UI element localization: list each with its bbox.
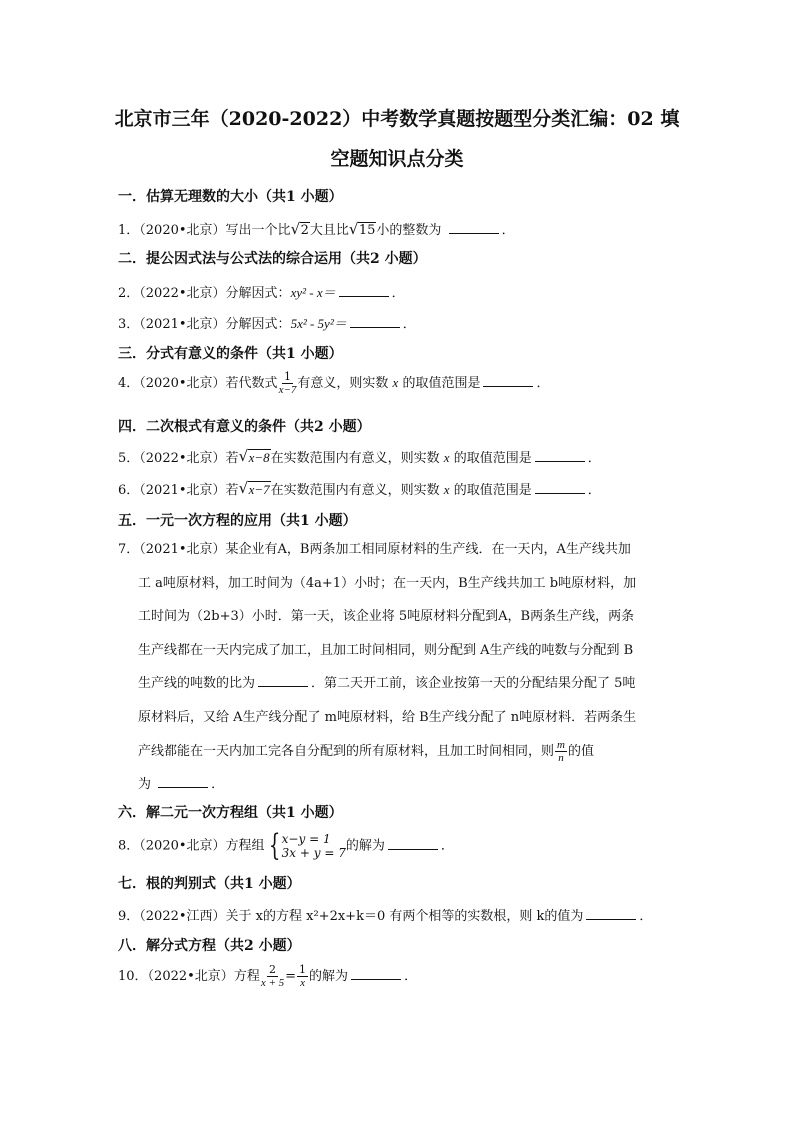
fraction: $\frac{2}{x + 5}$ — [260, 963, 285, 989]
question-3: 3．（2021•北京）分解因式：5x² - 5y²＝ ． — [118, 316, 416, 332]
page-title-line1: 北京市三年（2020-2022）中考数学真题按题型分类汇编：02 填 — [114, 108, 680, 130]
answer-blank[interactable] — [339, 284, 389, 297]
page-title-line2: 空题知识点分类 — [330, 148, 464, 170]
section-heading: 三．分式有意义的条件（共1 小题） — [118, 346, 343, 362]
section-heading: 六．解二元一次方程组（共1 小题） — [118, 805, 343, 821]
sqrt-symbol: √ x−7 — [238, 479, 270, 497]
answer-blank[interactable] — [535, 449, 585, 462]
question-7: 7．（2021•北京）某企业有A，B两条加工相同原材料的生产线．在一天内，A生产线共加 工 a吨原材料，加工时间为（4a+1）小时；在一天内，B生产线共加工 b吨原材料，加 工时间为（2b+3）小时．第一天，该企业将 5吨原材料分配到A，B两条生产线，两条 生产线都在一天内完成了加工，且加工时间相同，则分配到 A生产线的吨数与分配到 B 生产线的吨数的比为 ．第二天开工前，该企业按第一天的分配结果分配了 5吨 原材料后，又给 A生产线分配了 m吨原材料，给 B生产线分配了 n吨原材料．若两条生 产线都能在一天内加工完各自分配到的所有原材料，且加工时间相同，则 $\frac{m}{n}$ 的值 为 ． — [118, 542, 637, 793]
question-1: 1．（2020•北京）写出一个比 √ 2大且比 √ 15小的整数为 ． — [118, 220, 515, 238]
answer-blank[interactable] — [449, 221, 499, 234]
section-heading: 八．解分式方程（共2 小题） — [118, 938, 301, 954]
question-4: 4．（2020•北京）若代数式 $\frac{1}{x-7}$ 有意义，则实数 x 的取值范围是 ． — [118, 370, 550, 396]
answer-blank[interactable] — [535, 481, 585, 494]
section-heading: 一．估算无理数的大小（共1 小题） — [118, 189, 343, 205]
answer-blank[interactable] — [483, 374, 533, 387]
question-8: 8．（2020•北京）方程组 { x−y = 1 3x + y = 7 的解为 ． — [118, 828, 454, 863]
question-5: 5．（2022•北京）若 √ x−8在实数范围内有意义，则实数 x 的取值范围是 ． — [118, 447, 601, 466]
answer-blank[interactable] — [586, 907, 636, 920]
section-heading: 七．根的判别式（共1 小题） — [118, 876, 301, 892]
fraction: $\frac{1}{x}$ — [299, 963, 307, 989]
fraction: $\frac{m}{n}$ — [557, 738, 565, 764]
equation-system: { x−y = 1 3x + y = 7 — [268, 828, 346, 863]
question-9: 9．（2022•江西）关于 x的方程 x²+2x+k＝0 有两个相等的实数根，则 k的值为 ． — [118, 909, 653, 924]
answer-blank[interactable] — [158, 775, 208, 788]
section-heading: 五．一元一次方程的应用（共1 小题） — [118, 513, 357, 529]
question-6: 6．（2021•北京）若 √ x−7在实数范围内有意义，则实数 x 的取值范围是 ． — [118, 479, 601, 498]
answer-blank[interactable] — [350, 315, 400, 328]
section-heading: 四．二次根式有意义的条件（共2 小题） — [118, 419, 371, 435]
sqrt-symbol: √ x−8 — [238, 447, 270, 465]
answer-blank[interactable] — [351, 967, 401, 980]
section-heading: 二．提公因式法与公式法的综合运用（共2 小题） — [118, 251, 427, 267]
answer-blank[interactable] — [388, 837, 438, 850]
answer-blank[interactable] — [258, 674, 308, 687]
question-2: 2．（2022•北京）分解因式：xy² - x＝ ． — [118, 285, 405, 301]
question-10: 10．（2022•北京）方程 $\frac{2}{x + 5}$ = $\frac{1}{x}$ 的解为 ． — [118, 963, 418, 989]
fraction: $\frac{1}{x-7}$ — [278, 370, 297, 396]
sqrt-symbol: √ 2 — [290, 220, 309, 238]
sqrt-symbol: √ 15 — [348, 220, 376, 238]
